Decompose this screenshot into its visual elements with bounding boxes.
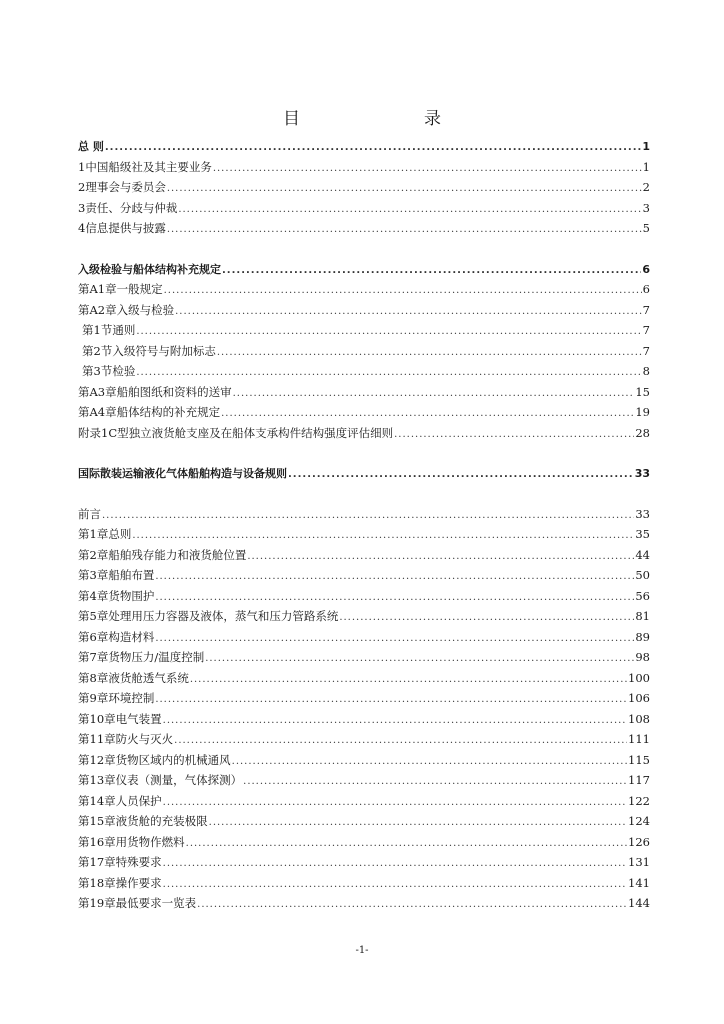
toc-entry[interactable] xyxy=(78,690,650,711)
dot-leader xyxy=(197,899,627,910)
toc-entry-number: 1 xyxy=(78,159,86,174)
toc-entry-label: 货物压力/温度控制 xyxy=(108,650,205,664)
toc-page-number: 33 xyxy=(634,467,650,480)
dot-leader xyxy=(186,838,627,849)
toc-entry-label: 处理用压力容器及液体，蒸气和压力管路系统 xyxy=(108,609,339,623)
toc-page-number: 7 xyxy=(642,343,650,358)
toc-entry[interactable] xyxy=(78,895,650,916)
toc-entry[interactable] xyxy=(78,772,650,793)
toc-entry-label: 国际散装运输液化气体船舶构造与设备规则 xyxy=(78,467,287,480)
toc-entry[interactable] xyxy=(78,588,650,609)
toc-entry-number: 第8章 xyxy=(78,670,109,685)
toc-entry-number: 第A1章 xyxy=(78,282,117,296)
toc-page-number: 89 xyxy=(635,629,650,644)
toc-page-number: 122 xyxy=(628,793,650,808)
toc-entry[interactable] xyxy=(78,629,650,650)
toc-entry-label: 船体结构的补充规定 xyxy=(116,405,221,419)
dot-leader xyxy=(339,612,634,623)
toc-entry-label: 环境控制 xyxy=(108,691,155,705)
dot-leader xyxy=(243,776,627,787)
toc-entry-number: 第1节 xyxy=(82,323,113,337)
dot-leader xyxy=(155,571,634,582)
toc-entry[interactable] xyxy=(78,567,650,588)
toc-entry-label: 入级检验与船体结构补充规定 xyxy=(78,262,221,276)
dot-leader xyxy=(167,183,642,194)
dot-leader xyxy=(205,653,634,664)
toc-page-number: 8 xyxy=(642,364,650,378)
toc-page-number: 19 xyxy=(635,405,650,419)
toc-entry-label: 操作要求 xyxy=(115,875,162,890)
toc-entry[interactable] xyxy=(78,670,650,691)
toc-page-number: 28 xyxy=(635,425,650,440)
toc-entry-number: 第2章 xyxy=(78,547,109,562)
toc-entry-number: 第13章 xyxy=(78,773,116,787)
toc-entry-number: 第17章 xyxy=(78,855,116,869)
dot-leader xyxy=(221,408,634,419)
toc-entry-label: 通则 xyxy=(112,323,136,337)
toc-entry-number: 第A2章 xyxy=(78,302,117,317)
toc-entry-label: 总 则 xyxy=(78,140,104,153)
toc-entry-label: 用货物作燃料 xyxy=(115,834,185,849)
toc-entry-label: 船舶残存能力和液货舱位置 xyxy=(108,547,247,562)
toc-page-number: 50 xyxy=(635,568,650,582)
toc-entry-label: 最低要求一览表 xyxy=(115,896,197,910)
toc-entry-number: 第5章 xyxy=(78,609,109,623)
toc-entry-label: 入级与检验 xyxy=(116,302,175,317)
toc-entry[interactable] xyxy=(78,875,650,896)
toc-entry-number: 第3章 xyxy=(78,568,109,582)
toc-page-number: 6 xyxy=(642,282,650,296)
toc-entry-label: 责任、分歧与仲裁 xyxy=(85,200,178,215)
toc-entry-number: 第11章 xyxy=(78,732,116,746)
dot-leader xyxy=(213,163,642,174)
toc-entry-number: 第18章 xyxy=(78,875,116,890)
dot-leader xyxy=(105,142,642,153)
toc-entry[interactable] xyxy=(78,547,650,568)
toc-entry-label: 特殊要求 xyxy=(115,855,162,869)
toc-entry[interactable] xyxy=(78,752,650,773)
dot-leader xyxy=(167,224,642,235)
toc-page-number: 108 xyxy=(628,711,650,726)
toc-entry-number: 第19章 xyxy=(78,896,116,910)
toc-entry-number: 第2节 xyxy=(82,343,113,358)
toc-page-number: 6 xyxy=(642,262,650,276)
toc-entry[interactable] xyxy=(78,404,650,425)
dot-leader xyxy=(178,204,641,215)
toc-entry-number: 第4章 xyxy=(78,588,109,603)
dot-leader xyxy=(164,285,642,296)
dot-leader xyxy=(136,367,641,378)
dot-leader xyxy=(232,756,627,767)
toc-entry-label: 仪表（测量，气体探测） xyxy=(115,773,243,787)
toc-entry[interactable] xyxy=(78,731,650,752)
dot-leader xyxy=(163,797,627,808)
toc-entry[interactable] xyxy=(78,649,650,670)
toc-page-number: 117 xyxy=(628,773,650,787)
dot-leader xyxy=(247,551,634,562)
toc-entry-number: 第A3章 xyxy=(78,384,117,399)
toc-entry-number: 第A4章 xyxy=(78,405,117,419)
toc-entry[interactable] xyxy=(78,220,650,241)
toc-part-general[interactable] xyxy=(78,138,650,159)
toc-entry[interactable] xyxy=(78,854,650,875)
toc-entry-number: 第9章 xyxy=(78,691,109,705)
toc-entry[interactable] xyxy=(78,200,650,221)
table-of-contents xyxy=(78,138,650,916)
toc-entry[interactable] xyxy=(78,281,650,302)
toc-part-igc-code[interactable] xyxy=(78,465,650,486)
dot-leader xyxy=(222,265,641,276)
dot-leader xyxy=(233,388,635,399)
toc-entry-label: 中国船级社及其主要业务 xyxy=(85,159,212,174)
toc-entry-number: 第15章 xyxy=(78,814,116,828)
toc-page-number: 124 xyxy=(628,814,650,828)
toc-entry-number: 3 xyxy=(78,200,86,215)
dot-leader xyxy=(175,306,642,317)
page-number-footer: -1- xyxy=(355,945,369,956)
toc-page-number: 5 xyxy=(642,221,650,235)
dot-leader xyxy=(174,735,627,746)
dot-leader xyxy=(163,879,627,890)
toc-entry-label: 构造材料 xyxy=(108,629,155,644)
toc-page-number: 115 xyxy=(628,752,650,767)
toc-entry-label: 船舶布置 xyxy=(108,568,155,582)
toc-page-number: 141 xyxy=(628,875,650,890)
dot-leader xyxy=(163,715,627,726)
toc-entry-label: 一般规定 xyxy=(116,282,163,296)
toc-page-number: 33 xyxy=(635,506,650,521)
toc-entry[interactable] xyxy=(78,179,650,200)
toc-page-number: 81 xyxy=(635,609,650,623)
toc-entry-label: C型独立液货舱支座及在船体支承构件结构强度评估细则 xyxy=(108,425,394,440)
toc-entry-label: 电气装置 xyxy=(115,711,162,726)
toc-page-number: 2 xyxy=(642,180,650,194)
dot-leader xyxy=(163,858,627,869)
toc-entry[interactable] xyxy=(78,793,650,814)
toc-entry-number: 附录1 xyxy=(78,425,109,440)
toc-entry-number: 第16章 xyxy=(78,834,116,849)
toc-entry[interactable] xyxy=(78,834,650,855)
toc-entry-label: 液货舱透气系统 xyxy=(108,670,189,685)
toc-entry-label: 信息提供与披露 xyxy=(85,221,166,235)
toc-entry-number: 第7章 xyxy=(78,650,109,664)
toc-page-number: 111 xyxy=(628,732,650,746)
toc-page-number: 126 xyxy=(628,834,650,849)
toc-entry[interactable] xyxy=(78,711,650,732)
toc-entry-preface[interactable] xyxy=(78,506,650,527)
toc-entry-label: 前言 xyxy=(78,506,101,521)
dot-leader xyxy=(136,326,641,337)
toc-page-number: 100 xyxy=(628,670,650,685)
toc-page-number: 106 xyxy=(628,691,650,705)
toc-page-number: 56 xyxy=(635,588,650,603)
toc-page-number: 3 xyxy=(642,200,650,215)
toc-page-number: 35 xyxy=(635,527,650,541)
dot-leader xyxy=(102,510,634,521)
toc-entry[interactable] xyxy=(78,343,650,364)
toc-entry-number: 第10章 xyxy=(78,711,116,726)
toc-entry-label: 船舶图纸和资料的送审 xyxy=(116,384,232,399)
toc-entry[interactable] xyxy=(78,526,650,547)
toc-page-number: 1 xyxy=(642,140,650,153)
toc-page-number: 7 xyxy=(642,302,650,317)
toc-entry-number: 第12章 xyxy=(78,752,116,767)
page-title: 目 录 xyxy=(283,109,471,129)
toc-page-number: 98 xyxy=(635,650,650,664)
toc-entry[interactable] xyxy=(78,363,650,384)
toc-page-number: 15 xyxy=(635,384,650,399)
toc-page-number: 44 xyxy=(635,547,650,562)
toc-entry-label: 液货舱的充装极限 xyxy=(115,814,208,828)
toc-entry-label: 理事会与委员会 xyxy=(85,180,166,194)
toc-part-classification[interactable] xyxy=(78,261,650,282)
toc-entry[interactable] xyxy=(78,322,650,343)
toc-entry-label: 货物围护 xyxy=(108,588,155,603)
toc-page-number: 131 xyxy=(628,855,650,869)
toc-page-number: 144 xyxy=(628,896,650,910)
dot-leader xyxy=(217,347,642,358)
toc-entry-number: 第3节 xyxy=(82,364,113,378)
dot-leader xyxy=(155,592,634,603)
dot-leader xyxy=(288,469,634,480)
toc-entry[interactable] xyxy=(78,384,650,405)
dot-leader xyxy=(394,429,634,440)
dot-leader xyxy=(209,817,627,828)
toc-entry[interactable] xyxy=(78,608,650,629)
toc-entry[interactable] xyxy=(78,302,650,323)
toc-entry-label: 货物区域内的机械通风 xyxy=(115,752,231,767)
toc-page-number: 7 xyxy=(642,323,650,337)
dot-leader xyxy=(155,694,627,705)
dot-leader xyxy=(132,530,634,541)
dot-leader xyxy=(155,633,634,644)
toc-entry-number: 第14章 xyxy=(78,793,116,808)
toc-entry-label: 人员保护 xyxy=(115,793,162,808)
toc-entry[interactable] xyxy=(78,813,650,834)
toc-entry-number: 4 xyxy=(78,221,86,235)
toc-entry-number: 第6章 xyxy=(78,629,109,644)
section-gap xyxy=(78,241,650,261)
toc-entry-label: 总则 xyxy=(108,527,132,541)
dot-leader xyxy=(190,674,627,685)
section-gap xyxy=(78,486,650,506)
toc-entry-label: 入级符号与附加标志 xyxy=(112,343,216,358)
section-gap xyxy=(78,445,650,465)
toc-entry-number: 2 xyxy=(78,180,86,194)
toc-entry-label: 检验 xyxy=(112,364,136,378)
toc-page-number: 1 xyxy=(642,159,650,174)
toc-entry[interactable] xyxy=(78,425,650,446)
toc-entry-label: 防火与灭火 xyxy=(115,732,174,746)
toc-entry-number: 第1章 xyxy=(78,527,109,541)
toc-entry[interactable] xyxy=(78,159,650,180)
